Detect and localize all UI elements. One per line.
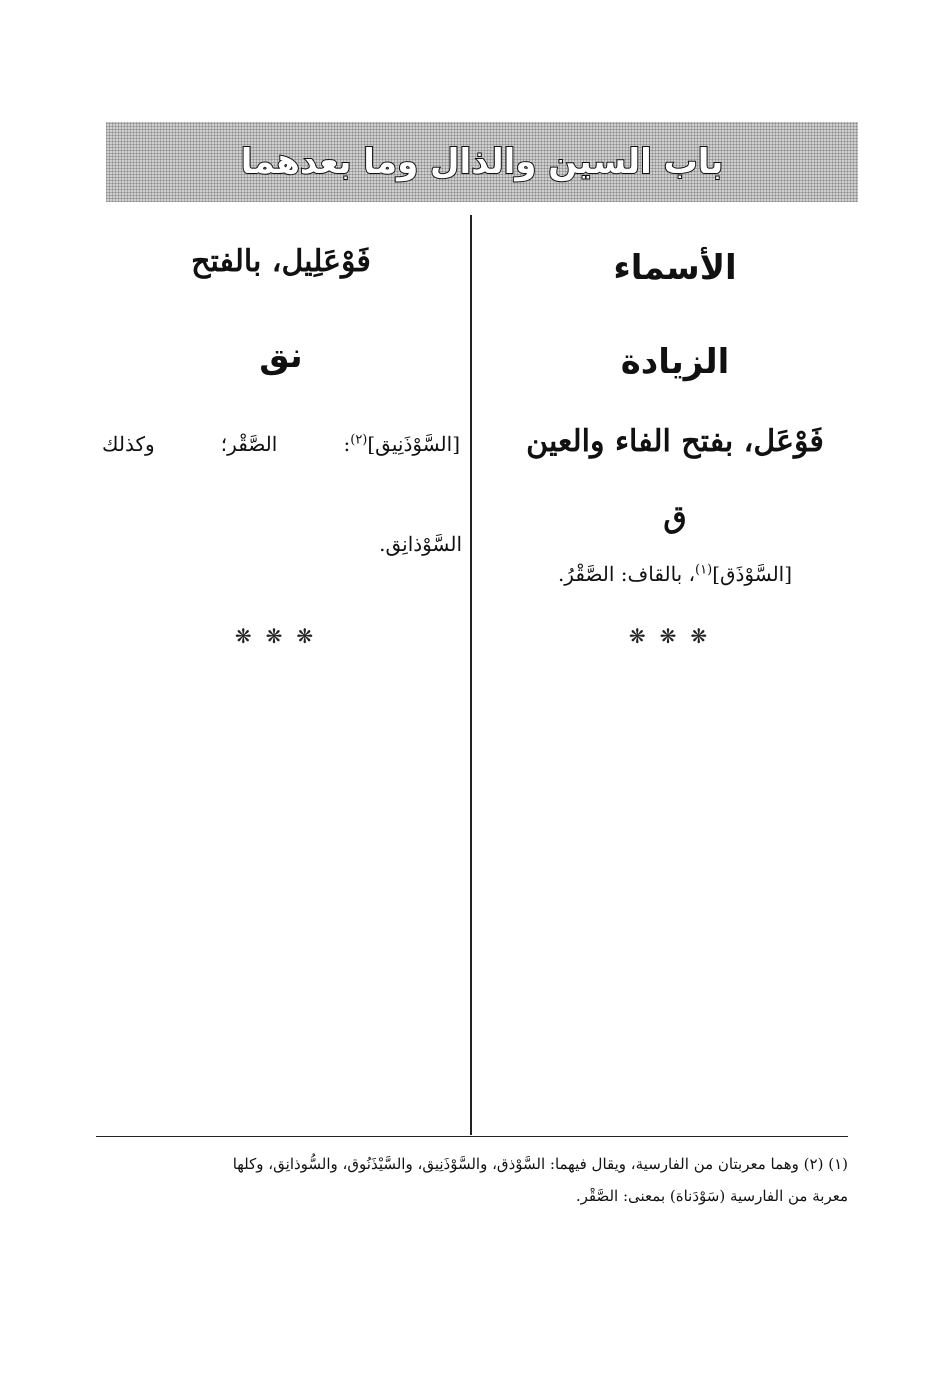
- section-heading-addition: الزيادة: [620, 342, 730, 382]
- column-divider: [470, 215, 472, 1135]
- footnote-line-2: معربة من الفارسية (سَوْدَناة) بمعنى: الصَّقْر.: [575, 1187, 848, 1205]
- footnote-ref: (١): [695, 562, 713, 578]
- section-separator-stars: ❋❋❋: [628, 624, 722, 648]
- entry-definition: : الصَّقْر؛ وكذلك: [102, 432, 351, 456]
- root-letters-heading: نق: [259, 336, 303, 376]
- dictionary-entry: [490, 562, 860, 586]
- section-heading-names: الأسماء: [613, 248, 737, 288]
- entry-definition: ، بالقاف: الصَّقْرُ.: [557, 562, 696, 586]
- footnote-line-1: (١) (٢) وهما معربتان من الفارسية، ويقال فيهما: السَّوْذق، والسَّوْذَنِيق، والسَّيْذَنُوق، والسُّوذانِق، وكلها: [232, 1155, 848, 1173]
- pattern-heading: فَوْعَل، بفتح الفاء والعين: [526, 424, 824, 459]
- root-letter-heading: ق: [663, 500, 687, 535]
- footnote-rule: [96, 1136, 848, 1137]
- section-separator-stars: ❋❋❋: [234, 624, 328, 648]
- entry-word: [السَّوْذَق]: [712, 562, 793, 586]
- entry-word: [السَّوْذَنِيق]: [367, 432, 460, 456]
- chapter-title: باب السين والذال وما بعدهما: [240, 142, 724, 182]
- entry-continuation: السَّوْذانِق.: [379, 532, 462, 556]
- footnote-ref: (٢): [350, 432, 368, 448]
- chapter-header-band: [106, 122, 858, 202]
- dictionary-entry: [96, 432, 466, 456]
- pattern-heading: فَوْعَلِيل، بالفتح: [191, 244, 371, 279]
